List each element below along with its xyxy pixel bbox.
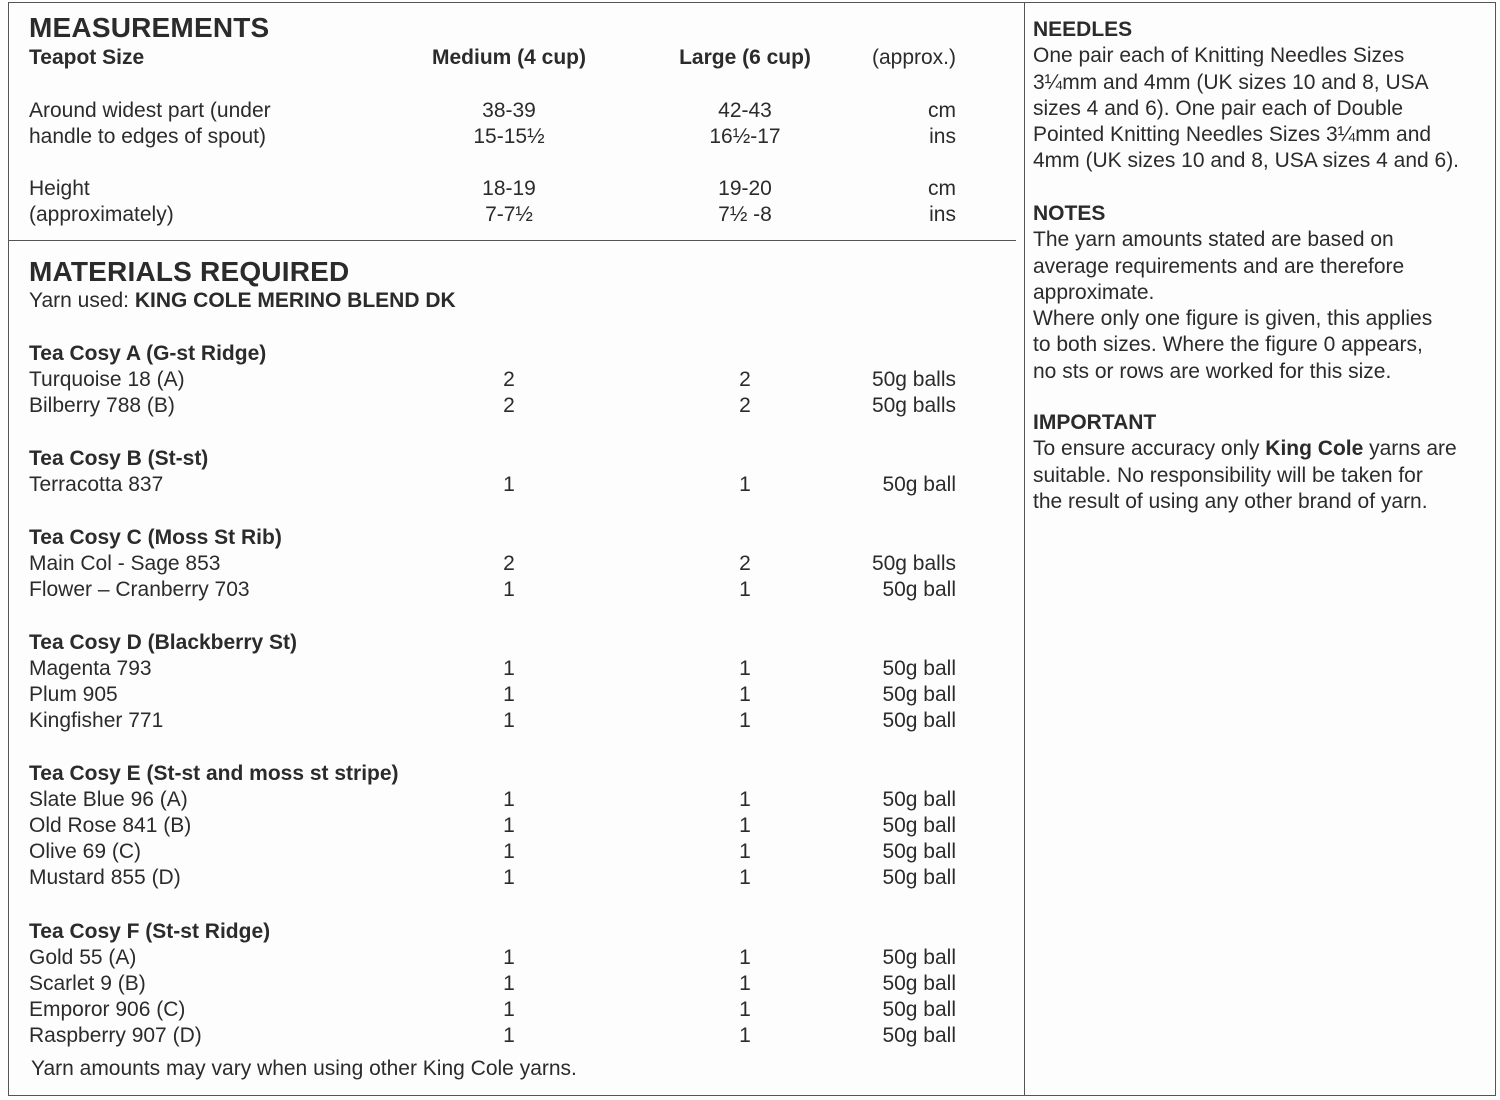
yarn-colour: Bilberry 788 (B)	[29, 394, 175, 417]
qty-unit: 50g ball	[882, 866, 956, 889]
qty-unit: 50g ball	[882, 1024, 956, 1047]
qty-medium: 2	[503, 552, 515, 575]
qty-unit: 50g ball	[882, 473, 956, 496]
needles-line: Pointed Knitting Needles Sizes 3¼mm and	[1033, 123, 1432, 147]
measurement-medium: 38-39	[482, 99, 536, 122]
qty-unit: 50g ball	[882, 840, 956, 863]
qty-large: 1	[739, 657, 751, 680]
qty-unit: 50g ball	[882, 946, 956, 969]
notes-line: approximate.	[1033, 280, 1155, 304]
yarn-colour: Magenta 793	[29, 657, 152, 680]
measurement-label: (approximately)	[29, 203, 174, 226]
qty-medium: 1	[503, 683, 515, 706]
yarn-colour: Main Col - Sage 853	[29, 552, 221, 575]
notes-line: no sts or rows are worked for this size.	[1033, 359, 1392, 383]
qty-medium: 1	[503, 972, 515, 995]
tea-cosy-title: Tea Cosy E (St-st and moss st stripe)	[29, 762, 399, 785]
qty-medium: 1	[503, 578, 515, 601]
yarn-colour: Olive 69 (C)	[29, 840, 142, 863]
important-section	[1033, 410, 1493, 515]
tea-cosy-title: Tea Cosy F (St-st Ridge)	[29, 920, 271, 943]
important-line-1	[1033, 436, 1493, 462]
qty-unit: 50g ball	[882, 814, 956, 837]
qty-large: 1	[739, 840, 751, 863]
measurement-medium: 15-15½	[473, 125, 545, 148]
notes-heading: NOTES	[1033, 202, 1106, 225]
yarn-colour: Raspberry 907 (D)	[29, 1024, 202, 1047]
qty-large: 1	[739, 998, 751, 1021]
qty-large: 1	[739, 683, 751, 706]
measurements-heading: MEASUREMENTS	[29, 12, 270, 43]
qty-large: 1	[739, 972, 751, 995]
qty-unit: 50g ball	[882, 578, 956, 601]
measurement-unit: ins	[929, 203, 956, 226]
approx-header: (approx.)	[871, 46, 956, 69]
qty-medium: 1	[503, 657, 515, 680]
tea-cosy-title: Tea Cosy B (St-st)	[29, 447, 209, 470]
important-text	[1033, 463, 1493, 516]
needles-text	[1033, 43, 1493, 174]
measurement-unit: cm	[928, 99, 956, 122]
qty-medium: 1	[503, 814, 515, 837]
medium-size-header: Medium (4 cup)	[431, 46, 586, 69]
tea-cosy-title: Tea Cosy A (G-st Ridge)	[29, 342, 267, 365]
qty-unit: 50g ball	[882, 683, 956, 706]
qty-unit: 50g ball	[882, 972, 956, 995]
qty-large: 1	[739, 473, 751, 496]
yarn-colour: Old Rose 841 (B)	[29, 814, 192, 837]
measurement-large: 16½-17	[709, 125, 781, 148]
measurement-medium: 18-19	[482, 177, 536, 200]
measurement-large: 7½ -8	[718, 203, 772, 226]
notes-text	[1033, 227, 1493, 385]
qty-large: 2	[739, 552, 751, 575]
measurement-large: 19-20	[718, 177, 772, 200]
needles-line: One pair each of Knitting Needles Sizes	[1033, 44, 1405, 68]
qty-medium: 1	[503, 473, 515, 496]
yarn-colour: Scarlet 9 (B)	[29, 972, 146, 995]
yarn-colour: Flower – Cranberry 703	[29, 578, 250, 601]
qty-large: 1	[739, 578, 751, 601]
qty-medium: 1	[503, 840, 515, 863]
qty-unit: 50g ball	[882, 788, 956, 811]
qty-medium: 1	[503, 866, 515, 889]
qty-large: 1	[739, 866, 751, 889]
yarn-used-name: KING COLE MERINO BLEND DK	[134, 289, 456, 312]
needles-line: 3¼mm and 4mm (UK sizes 10 and 8, USA	[1033, 70, 1429, 94]
important-heading: IMPORTANT	[1033, 411, 1157, 434]
measurement-medium: 7-7½	[485, 203, 533, 226]
yarn-colour: Slate Blue 96 (A)	[29, 788, 188, 811]
notes-line: The yarn amounts stated are based on	[1033, 228, 1394, 252]
large-size-header: Large (6 cup)	[679, 46, 811, 69]
needles-line: 4mm (UK sizes 10 and 8, USA sizes 4 and 6).	[1033, 149, 1460, 173]
measurement-label: Around widest part (under	[29, 99, 271, 122]
yarn-colour: Terracotta 837	[29, 473, 164, 496]
important-line: suitable. No responsibility will be taken for	[1033, 463, 1423, 487]
column-divider	[1024, 3, 1025, 1095]
qty-medium: 1	[503, 998, 515, 1021]
notes-line: to both sizes. Where the figure 0 appears,	[1033, 333, 1423, 357]
yarn-footnote: Yarn amounts may vary when using other King Cole yarns.	[31, 1057, 577, 1080]
tea-cosy-title: Tea Cosy C (Moss St Rib)	[29, 526, 282, 549]
qty-medium: 2	[503, 394, 515, 417]
yarn-colour: Mustard 855 (D)	[29, 866, 181, 889]
important-line: the result of using any other brand of yarn.	[1033, 489, 1428, 513]
tea-cosy-title: Tea Cosy D (Blackberry St)	[29, 631, 298, 654]
yarn-used-prefix: Yarn used:	[29, 289, 135, 312]
yarn-colour: Turquoise 18 (A)	[29, 368, 185, 391]
needles-section	[1033, 17, 1493, 175]
qty-medium: 1	[503, 788, 515, 811]
measurement-unit: cm	[928, 177, 956, 200]
materials-heading: MATERIALS REQUIRED	[29, 256, 350, 287]
qty-unit: 50g ball	[882, 709, 956, 732]
qty-unit: 50g balls	[871, 394, 956, 417]
yarn-colour: Plum 905	[29, 683, 118, 706]
yarn-colour: Kingfisher 771	[29, 709, 164, 732]
important-line-1-suffix: yarns are	[1363, 437, 1457, 461]
qty-unit: 50g ball	[882, 657, 956, 680]
qty-unit: 50g ball	[882, 998, 956, 1021]
measurement-label: Height	[29, 177, 90, 200]
measurement-large: 42-43	[718, 99, 772, 122]
qty-large: 1	[739, 709, 751, 732]
qty-large: 1	[739, 1024, 751, 1047]
pattern-info-sheet	[8, 2, 1496, 1096]
needles-line: sizes 4 and 6). One pair each of Double	[1033, 96, 1404, 120]
qty-medium: 1	[503, 1024, 515, 1047]
notes-line: Where only one figure is given, this applies	[1033, 307, 1433, 331]
yarn-colour: Emporor 906 (C)	[29, 998, 186, 1021]
section-divider	[9, 240, 1016, 241]
needles-heading: NEEDLES	[1033, 18, 1133, 41]
measurement-label: handle to edges of spout)	[29, 125, 267, 148]
qty-large: 2	[739, 368, 751, 391]
qty-medium: 1	[503, 946, 515, 969]
qty-unit: 50g balls	[871, 552, 956, 575]
qty-large: 1	[739, 946, 751, 969]
qty-large: 1	[739, 814, 751, 837]
notes-line: average requirements and are therefore	[1033, 254, 1405, 278]
qty-medium: 1	[503, 709, 515, 732]
brand-name: King Cole	[1265, 437, 1364, 461]
measurement-unit: ins	[929, 125, 956, 148]
notes-section	[1033, 201, 1493, 385]
important-line-1-prefix: To ensure accuracy only	[1033, 437, 1266, 461]
qty-large: 1	[739, 788, 751, 811]
yarn-colour: Gold 55 (A)	[29, 946, 137, 969]
qty-medium: 2	[503, 368, 515, 391]
qty-large: 2	[739, 394, 751, 417]
qty-unit: 50g balls	[871, 368, 956, 391]
teapot-size-label: Teapot Size	[29, 46, 145, 69]
yarn-used-line	[29, 288, 456, 314]
